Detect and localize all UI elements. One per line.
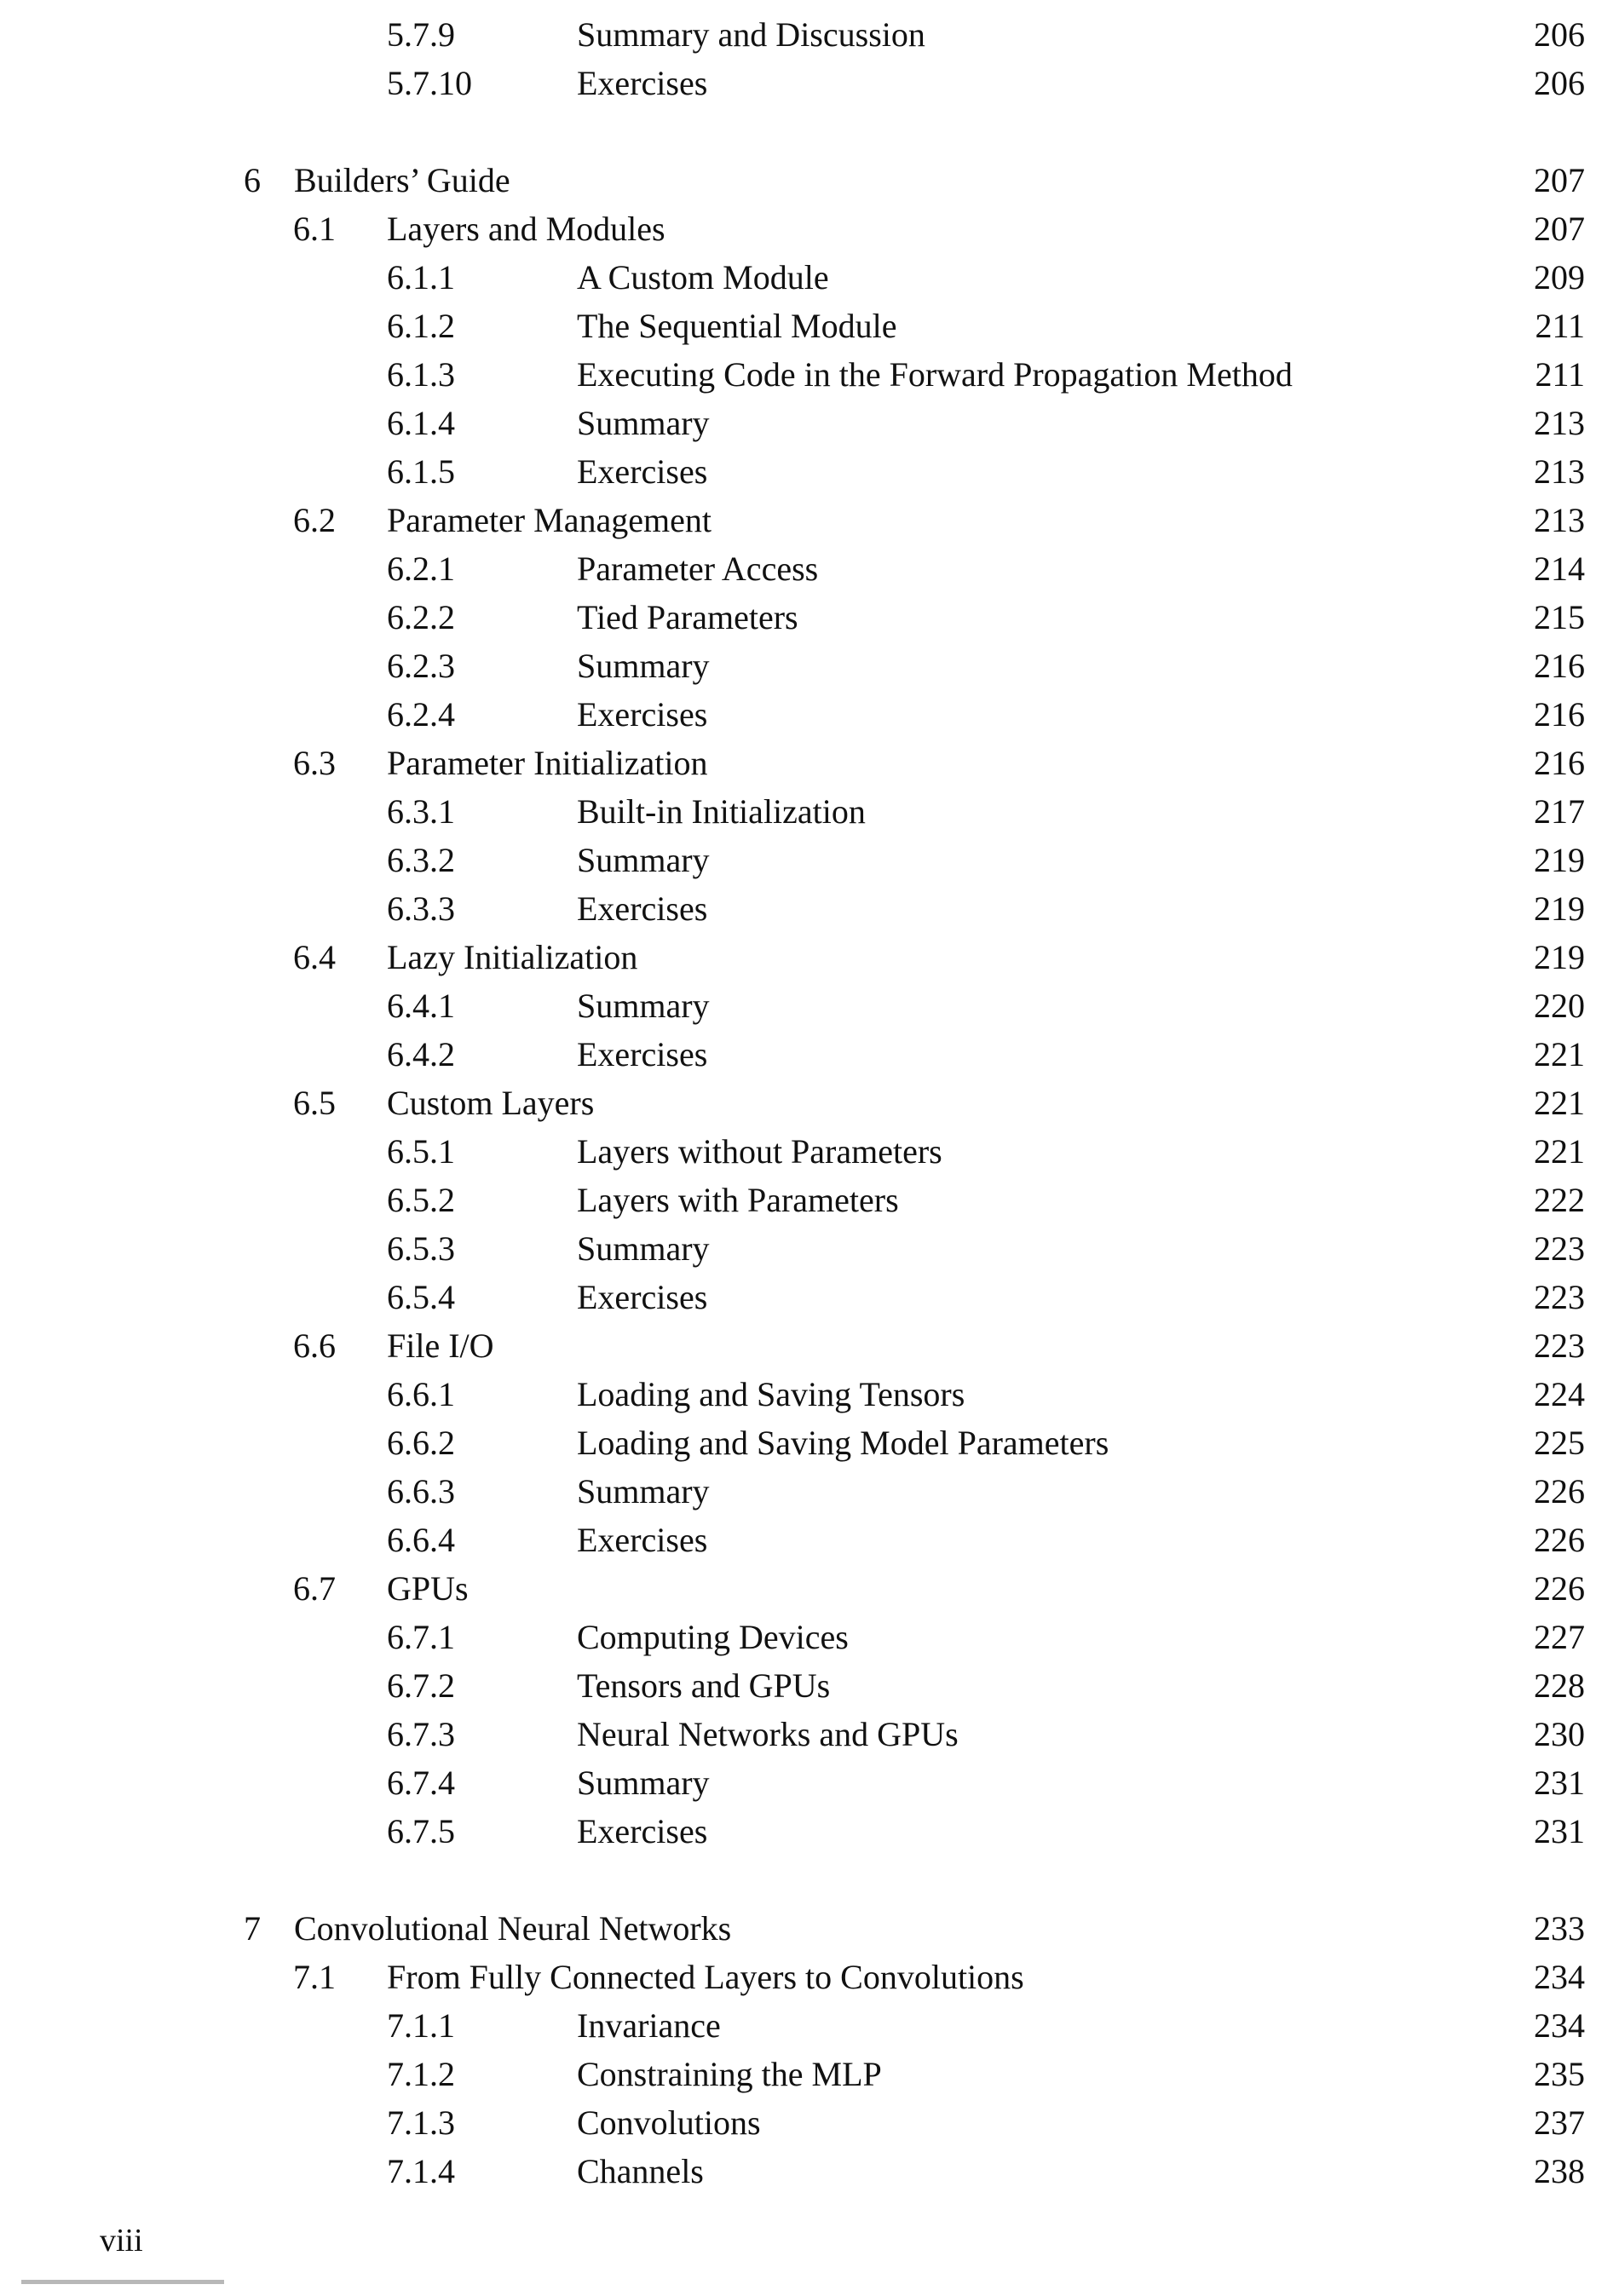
toc-entry-page: 213	[1534, 501, 1585, 539]
toc-entry-title: Tensors and GPUs	[577, 1666, 831, 1705]
toc-entry-title: Executing Code in the Forward Propagation Method	[577, 355, 1293, 394]
toc-entry-page: 221	[1534, 1132, 1585, 1171]
toc-entry-number: 6.1.5	[387, 452, 455, 491]
toc-entry-page: 215	[1534, 598, 1585, 636]
toc-entry-number: 6.3	[293, 744, 336, 782]
toc-entry-sub	[0, 1224, 1619, 1273]
toc-entry-number: 6.5.4	[387, 1278, 455, 1316]
toc-entry-number: 6.7	[293, 1569, 336, 1608]
toc-entry-sub	[0, 544, 1619, 593]
toc-entry-title: Constraining the MLP	[577, 2055, 882, 2093]
toc-entry-sub	[0, 1758, 1619, 1807]
toc-entry-number: 7	[244, 1909, 261, 1948]
toc-entry-number: 6.6.3	[387, 1472, 455, 1511]
toc-entry-number: 5.7.10	[387, 64, 472, 102]
toc-entry-title: A Custom Module	[577, 258, 829, 296]
toc-entry-page: 216	[1534, 695, 1585, 734]
toc-entry-sub	[0, 59, 1619, 107]
toc-entry-number: 7.1	[293, 1958, 336, 1996]
toc-entry-page: 223	[1534, 1326, 1585, 1365]
toc-entry-sub	[0, 2098, 1619, 2147]
toc-entry-title: Layers without Parameters	[577, 1132, 942, 1171]
toc-entry-number: 5.7.9	[387, 15, 455, 54]
toc-entry-title: Convolutional Neural Networks	[294, 1909, 732, 1948]
toc-entry-page: 213	[1534, 452, 1585, 491]
toc-entry-page: 213	[1534, 404, 1585, 442]
toc-entry-page: 234	[1534, 2006, 1585, 2045]
toc-entry-page: 219	[1534, 938, 1585, 976]
toc-entry-title: Loading and Saving Model Parameters	[577, 1424, 1109, 1462]
toc-entry-sub	[0, 1273, 1619, 1321]
footer-rule	[21, 2280, 224, 2284]
toc-entry-title: The Sequential Module	[577, 307, 897, 345]
toc-entry-page: 226	[1534, 1472, 1585, 1511]
toc-entry-page: 233	[1534, 1909, 1585, 1948]
toc-entry-page: 230	[1534, 1715, 1585, 1753]
toc-entry-sub	[0, 2147, 1619, 2195]
toc-entry-sub	[0, 690, 1619, 739]
toc-entry-page: 219	[1534, 841, 1585, 879]
toc-entry-section	[0, 204, 1619, 253]
toc-entry-sub	[0, 1467, 1619, 1516]
toc-entry-title: Tied Parameters	[577, 598, 798, 636]
toc-entry-page: 223	[1534, 1229, 1585, 1268]
toc-entry-title: Exercises	[577, 695, 708, 734]
toc-entry-section	[0, 1953, 1619, 2001]
toc-entry-title: Invariance	[577, 2006, 721, 2045]
toc-entry-page: 217	[1534, 792, 1585, 831]
toc-entry-section	[0, 739, 1619, 787]
toc-entry-title: Exercises	[577, 1812, 708, 1850]
toc-entry-title: Builders’ Guide	[294, 161, 510, 199]
toc-entry-title: Lazy Initialization	[387, 938, 638, 976]
toc-entry-number: 6.1.3	[387, 355, 455, 394]
toc-entry-title: Exercises	[577, 1521, 708, 1559]
toc-entry-sub	[0, 1516, 1619, 1564]
toc-entry-page: 207	[1534, 161, 1585, 199]
toc-entry-section	[0, 496, 1619, 544]
toc-entry-number: 6.2.2	[387, 598, 455, 636]
toc-entry-title: Parameter Initialization	[387, 744, 708, 782]
toc-entry-page: 214	[1534, 550, 1585, 588]
toc-entry-number: 6.2.3	[387, 647, 455, 685]
toc-entry-title: From Fully Connected Layers to Convolutions	[387, 1958, 1024, 1996]
toc-entry-title: Layers and Modules	[387, 210, 665, 248]
toc-entry-sub	[0, 2050, 1619, 2098]
toc-entry-sub	[0, 593, 1619, 642]
toc-entry-section	[0, 1321, 1619, 1370]
toc-entry-number: 7.1.4	[387, 2152, 455, 2190]
toc-entry-title: GPUs	[387, 1569, 469, 1608]
toc-entry-number: 6.5.3	[387, 1229, 455, 1268]
toc-entry-page: 220	[1534, 987, 1585, 1025]
toc-entry-title: Loading and Saving Tensors	[577, 1375, 965, 1413]
toc-entry-number: 6.1.4	[387, 404, 455, 442]
toc-entry-number: 6.5.1	[387, 1132, 455, 1171]
toc-entry-sub	[0, 253, 1619, 302]
toc-entry-page: 206	[1534, 15, 1585, 54]
toc-entry-page: 209	[1534, 258, 1585, 296]
toc-entry-number: 6.7.2	[387, 1666, 455, 1705]
toc-entry-number: 7.1.3	[387, 2103, 455, 2142]
toc-entry-title: Parameter Access	[577, 550, 819, 588]
toc-entry-sub	[0, 302, 1619, 350]
toc-entry-page: 219	[1534, 889, 1585, 928]
toc-entry-title: Exercises	[577, 64, 708, 102]
toc-entry-title: Exercises	[577, 889, 708, 928]
toc-entry-page: 228	[1534, 1666, 1585, 1705]
toc-entry-sub	[0, 1807, 1619, 1856]
toc-entry-page: 223	[1534, 1278, 1585, 1316]
toc-entry-number: 6.3.1	[387, 792, 455, 831]
toc-entry-sub	[0, 981, 1619, 1030]
toc-entry-sub	[0, 1418, 1619, 1467]
toc-entry-page: 226	[1534, 1569, 1585, 1608]
footer-page-number: viii	[100, 2223, 143, 2259]
toc-entry-number: 6.4.1	[387, 987, 455, 1025]
toc-entry-sub	[0, 399, 1619, 447]
toc-entry-title: Neural Networks and GPUs	[577, 1715, 959, 1753]
toc-entry-section	[0, 933, 1619, 981]
toc-entry-title: Convolutions	[577, 2103, 761, 2142]
toc-entry-number: 6.3.3	[387, 889, 455, 928]
toc-entry-title: Layers with Parameters	[577, 1181, 899, 1219]
toc-entry-sub	[0, 836, 1619, 884]
toc-entry-sub	[0, 1127, 1619, 1176]
toc-entry-number: 6.5.2	[387, 1181, 455, 1219]
toc-entry-title: Summary	[577, 1764, 710, 1802]
toc-entry-chapter	[0, 156, 1619, 204]
toc-entry-number: 6.2	[293, 501, 336, 539]
toc-entry-number: 6.1.1	[387, 258, 455, 296]
toc-entry-sub	[0, 1370, 1619, 1418]
toc-entry-title: Channels	[577, 2152, 704, 2190]
toc-entry-number: 6.4	[293, 938, 336, 976]
toc-entry-page: 226	[1534, 1521, 1585, 1559]
toc-entry-number: 6.2.4	[387, 695, 455, 734]
toc-entry-title: Exercises	[577, 1278, 708, 1316]
toc-entry-title: Parameter Management	[387, 501, 712, 539]
toc-entry-number: 6.1	[293, 210, 336, 248]
toc-entry-sub	[0, 350, 1619, 399]
toc-entry-title: Summary	[577, 647, 710, 685]
toc-entry-title: Built-in Initialization	[577, 792, 866, 831]
toc-entry-chapter	[0, 1904, 1619, 1953]
toc-entry-number: 6.6.4	[387, 1521, 455, 1559]
toc-entry-sub	[0, 10, 1619, 59]
toc-entry-sub	[0, 787, 1619, 836]
toc-entry-page: 221	[1534, 1035, 1585, 1073]
toc-entry-sub	[0, 884, 1619, 933]
toc-entry-title: Summary	[577, 1472, 710, 1511]
toc-entry-page: 216	[1534, 647, 1585, 685]
toc-entry-number: 6.6.1	[387, 1375, 455, 1413]
toc-entry-title: File I/O	[387, 1326, 494, 1365]
toc-entry-sub	[0, 1176, 1619, 1224]
toc-entry-sub	[0, 1710, 1619, 1758]
toc-entry-page: 238	[1534, 2152, 1585, 2190]
toc-entry-page: 225	[1534, 1424, 1585, 1462]
toc-entry-page: 231	[1534, 1812, 1585, 1850]
toc-entry-sub	[0, 1613, 1619, 1661]
toc-entry-page: 231	[1534, 1764, 1585, 1802]
toc-entry-sub	[0, 1030, 1619, 1079]
toc-entry-number: 6.6.2	[387, 1424, 455, 1462]
toc-entry-page: 221	[1534, 1084, 1585, 1122]
toc-entry-number: 6.5	[293, 1084, 336, 1122]
toc-entry-section	[0, 1079, 1619, 1127]
toc-entry-sub	[0, 447, 1619, 496]
toc-entry-page: 211	[1535, 355, 1585, 394]
toc-entry-title: Custom Layers	[387, 1084, 595, 1122]
toc-entry-page: 216	[1534, 744, 1585, 782]
toc-entry-number: 6.2.1	[387, 550, 455, 588]
toc-entry-number: 6.6	[293, 1326, 336, 1365]
toc-entry-title: Summary	[577, 987, 710, 1025]
toc-entry-title: Computing Devices	[577, 1618, 849, 1656]
toc-entry-title: Summary	[577, 841, 710, 879]
toc-entry-page: 237	[1534, 2103, 1585, 2142]
toc-entry-number: 6.7.1	[387, 1618, 455, 1656]
toc-entry-page: 227	[1534, 1618, 1585, 1656]
toc-entry-number: 7.1.1	[387, 2006, 455, 2045]
toc-entry-title: Summary	[577, 404, 710, 442]
toc-entry-number: 6.7.4	[387, 1764, 455, 1802]
toc-entry-page: 207	[1534, 210, 1585, 248]
toc-entry-section	[0, 1564, 1619, 1613]
toc-entry-sub	[0, 2001, 1619, 2050]
toc-entry-number: 6.4.2	[387, 1035, 455, 1073]
toc-entry-number: 6.7.3	[387, 1715, 455, 1753]
toc-entry-title: Exercises	[577, 1035, 708, 1073]
toc-entry-page: 222	[1534, 1181, 1585, 1219]
toc-entry-number: 6	[244, 161, 261, 199]
toc-entry-page: 234	[1534, 1958, 1585, 1996]
toc-entry-page: 224	[1534, 1375, 1585, 1413]
toc-entry-number: 7.1.2	[387, 2055, 455, 2093]
toc-entry-title: Exercises	[577, 452, 708, 491]
toc-entry-sub	[0, 642, 1619, 690]
toc-entry-page: 211	[1535, 307, 1585, 345]
toc-entry-page: 206	[1534, 64, 1585, 102]
toc-entry-number: 6.3.2	[387, 841, 455, 879]
toc-entry-page: 235	[1534, 2055, 1585, 2093]
toc-entry-title: Summary	[577, 1229, 710, 1268]
toc-entry-title: Summary and Discussion	[577, 15, 925, 54]
toc-entry-number: 6.1.2	[387, 307, 455, 345]
toc-entry-sub	[0, 1661, 1619, 1710]
toc-entry-number: 6.7.5	[387, 1812, 455, 1850]
